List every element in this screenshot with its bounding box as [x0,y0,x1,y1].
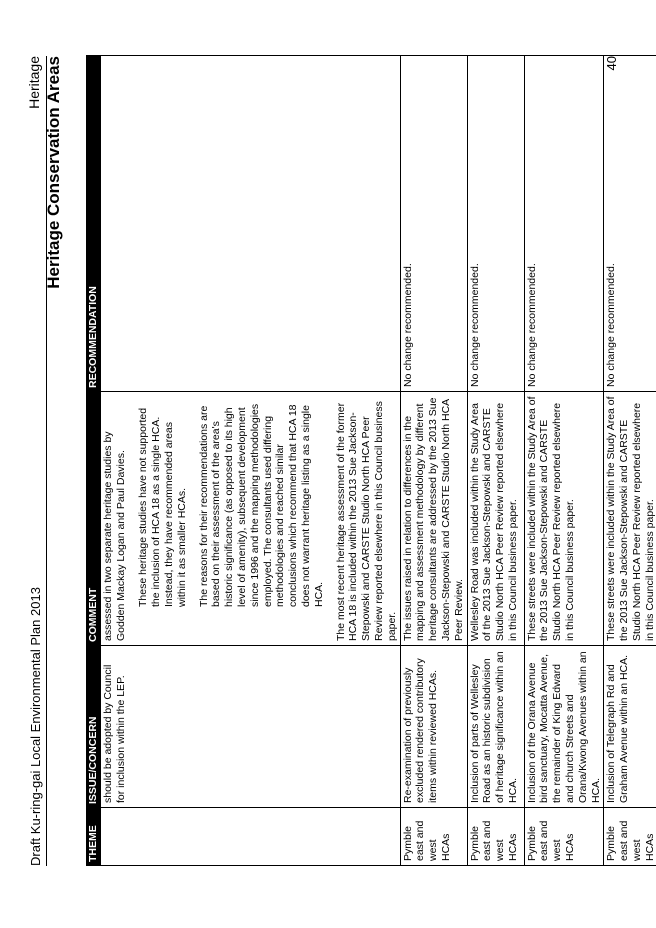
comment-paragraph: assessed in two separate heritage studies by Godden Mackay Logan and Paul Davies. [101,431,127,641]
comment-paragraph: Wellesley Road was included within the Study Area of the 2013 Sue Jackson-Stepowski and CARSTE Studio North HCA Peer Review reported elsewhere in this Council business paper. [468,402,519,641]
theme-cell: Pymble east and west HCAs [604,808,656,866]
column-header-recommendation: RECOMMENDATION [87,56,101,392]
theme-cell: Pymble east and west HCAs [467,808,524,866]
issue-cell: Inclusion of the Orana Avenue bird sanctuary, Mocatta Avenue, the remainder of King Edward and church Streets and Orana/Kwong Avenues within an HCA. [524,646,604,808]
table-row [467,56,524,866]
theme-cell [100,808,400,866]
recommendation-cell: No change recommended. [524,56,604,392]
comment-paragraph: The reasons for their recommendations are based on their assessment of the area's historic significance (as opposed to its high level of amenity), subsequent development since 1996 and the mapping methodologies employed. The consultants used differing methodologies and reached similar conclusions which recommend that HCA 18 does not warrant heritage listing as a single HCA. [197,403,325,607]
table-row [100,56,400,866]
comment-paragraph: These heritage studies have not supported the inclusion of HCA 18 as a single HCA. Instead, they have recommended areas within it as smaller HCAs. [137,407,188,607]
recommendation-cell: No change recommended. [604,56,656,392]
comment-cell [467,392,524,646]
issue-cell: should be adopted by Council for inclusion within the LEP. [100,646,400,808]
column-header-comment: COMMENT [87,392,101,646]
theme-cell: Pymble east and west HCAs [400,808,467,866]
issue-cell: Inclusion of Telegraph Rd and Graham Avenue within an HCA. [604,646,656,808]
comment-cell [400,392,467,646]
submissions-table [86,55,656,866]
table-header-row [87,56,101,866]
table-row [400,56,467,866]
column-header-issue: ISSUE/CONCERN [87,646,101,808]
recommendation-cell: No change recommended. [467,56,524,392]
recommendation-cell [100,56,400,392]
comment-cell [604,392,656,646]
table-row [604,56,656,866]
recommendation-cell: No change recommended. [400,56,467,392]
comment-paragraph: The issues raised in relation to differences in the mapping and assessment methodology by different heritage consultants are addressed by the 2013 Sue Jackson-Stepowski and CARSTE Studio North HCA Peer Review. [401,397,465,641]
section-label: Heritage [26,56,42,109]
table-row [524,56,604,866]
issue-cell: Inclusion of parts of Wellesley Road as an historic subdivision of heritage significance within an HCA. [467,646,524,808]
comment-paragraph: These streets were included within the Study Area of the 2013 Sue Jackson-Stepowski and CARSTE Studio North HCA Peer Review reported elsewhere in this Council business paper. [525,396,576,641]
comment-cell [100,392,400,646]
comment-cell [524,392,604,646]
page-subtitle: Heritage Conservation Areas [44,56,63,289]
theme-cell: Pymble east and west HCAs [524,808,604,866]
comment-paragraph: The most recent heritage assessment of the former HCA 18 is included within the 2013 Sue Jackson-Stepowski and CARSTE Studio North HCA Peer Review reported elsewhere in this Council business paper. [334,401,398,641]
issue-cell: Re-examination of previously excluded rendered contributory items within reviewed HCAs. [400,646,467,808]
document-title: Draft Ku-ring-gai Local Environmental Plan 2013 [28,587,43,866]
column-header-theme: THEME [87,808,101,866]
page-number: 40 [604,56,619,71]
comment-paragraph: These streets were included within the Study Area of the 2013 Sue Jackson-Stepowski and CARSTE Studio North HCA Peer Review reported elsewhere in this Council business paper. [605,396,656,641]
